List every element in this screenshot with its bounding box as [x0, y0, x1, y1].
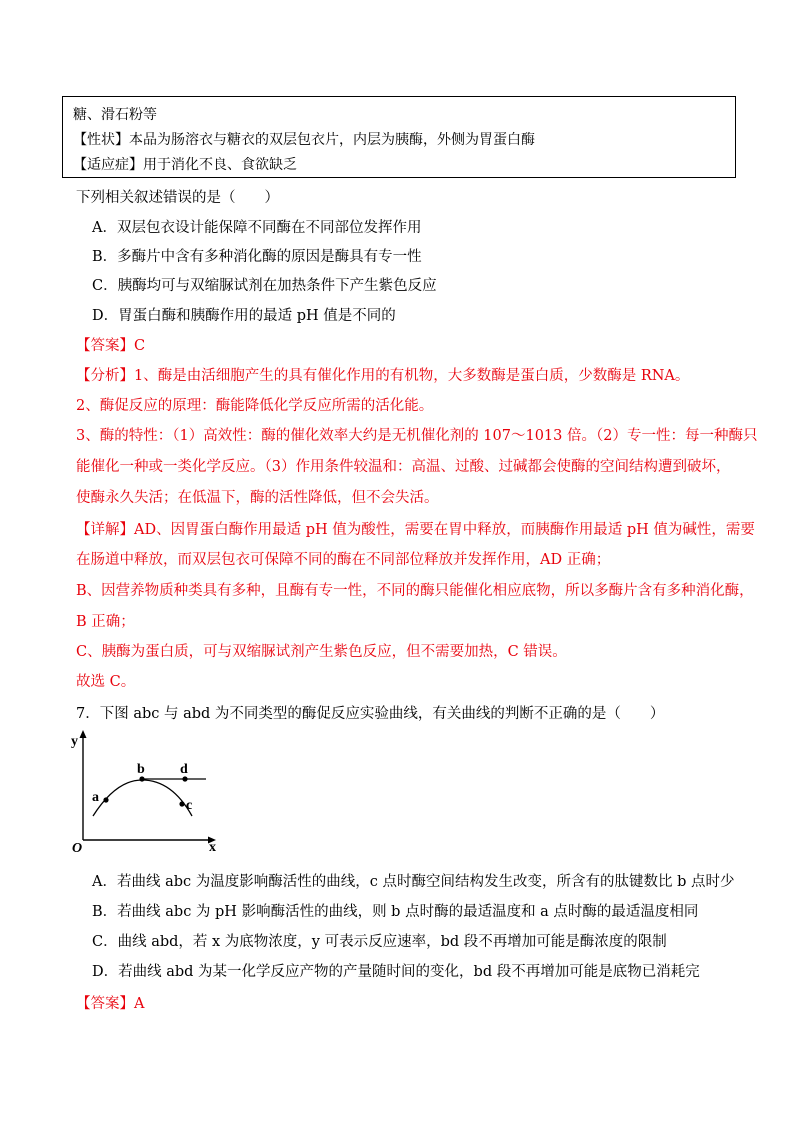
q7-stem: 7．下图 abc 与 abd 为不同类型的酶促反应实验曲线，有关曲线的判断不正确的是（ ）: [76, 706, 665, 722]
box-line-ingredients: 糖、滑石粉等: [73, 107, 157, 123]
q7-option-b: B．若曲线 abc 为 pH 影响酶活性的曲线，则 b 点时酶的最适温度和 a 点时酶的最适温度相同: [92, 904, 699, 920]
point-b-label: b: [137, 762, 145, 777]
point-c: [179, 801, 184, 806]
q6-option-c: C．胰酶均可与双缩脲试剂在加热条件下产生紫色反应: [92, 278, 437, 294]
box-line-indications: 【适应症】用于消化不良、食欲缺乏: [73, 157, 297, 173]
y-axis-arrow: [80, 730, 87, 738]
point-d: [182, 776, 187, 781]
q6-detail-2: 在肠道中释放，而双层包衣可保障不同的酶在不同部位释放并发挥作用，AD 正确；: [76, 552, 611, 568]
q6-option-b: B．多酶片中含有多种消化酶的原因是酶具有专一性: [92, 249, 422, 265]
q6-analysis-5: 使酶永久失活；在低温下，酶的活性降低，但不会失活。: [76, 490, 439, 506]
q6-analysis-3: 3、酶的特性：（1）高效性：酶的催化效率大约是无机催化剂的 107～1013 倍。（2）专一性：每一种酶只: [76, 428, 758, 444]
q7-answer: 【答案】A: [76, 996, 145, 1012]
x-axis-label: x: [209, 840, 216, 854]
origin-label: O: [72, 841, 83, 854]
q6-analysis-4: 能催化一种或一类化学反应。（3）作用条件较温和：高温、过酸、过碱都会使酶的空间结构遭到破坏，: [76, 459, 731, 475]
q6-detail-1: 【详解】AD、因胃蛋白酶作用最适 pH 值为酸性，需要在胃中释放，而胰酶作用最适 pH 值为碱性，需要: [76, 522, 755, 538]
y-axis-label: y: [71, 734, 78, 749]
point-a-label: a: [92, 790, 99, 805]
q6-option-a: A．双层包衣设计能保障不同酶在不同部位发挥作用: [92, 220, 422, 236]
enzyme-curve-figure: [68, 730, 228, 854]
q6-detail-3: B、因营养物质种类具有多种，且酶有专一性，不同的酶只能催化相应底物，所以多酶片含有多种消化酶，: [76, 583, 754, 599]
q6-stem: 下列相关叙述错误的是（ ）: [76, 190, 279, 206]
point-a: [103, 797, 108, 802]
box-line-properties: 【性状】本品为肠溶衣与糖衣的双层包衣片，内层为胰酶，外侧为胃蛋白酶: [73, 132, 535, 148]
q7-option-c: C．曲线 abd，若 x 为底物浓度，y 可表示反应速率，bd 段不再增加可能是酶浓度的限制: [92, 934, 667, 950]
q6-analysis-2: 2、酶促反应的原理：酶能降低化学反应所需的活化能。: [76, 398, 434, 414]
point-b: [139, 776, 144, 781]
q6-detail-5: C、胰酶为蛋白质，可与双缩脲试剂产生紫色反应，但不需要加热，C 错误。: [76, 644, 567, 660]
q6-answer: 【答案】C: [76, 338, 146, 354]
q6-analysis-1: 【分析】1、酶是由活细胞产生的具有催化作用的有机物，大多数酶是蛋白质，少数酶是 RNA。: [76, 368, 690, 384]
q6-detail-6: 故选 C。: [76, 674, 136, 690]
point-c-label: c: [186, 798, 193, 813]
curve-abc: [93, 780, 192, 816]
point-d-label: d: [180, 762, 188, 777]
drug-info-box: [62, 96, 736, 178]
q6-option-d: D．胃蛋白酶和胰酶作用的最适 pH 值是不同的: [92, 308, 396, 324]
q6-detail-4: B 正确；: [76, 614, 135, 630]
q7-option-a: A．若曲线 abc 为温度影响酶活性的曲线，c 点时酶空间结构发生改变，所含有的肽键数比 b 点时少: [92, 874, 735, 890]
q7-option-d: D．若曲线 abd 为某一化学反应产物的产量随时间的变化，bd 段不再增加可能是底物已消耗完: [92, 964, 700, 980]
